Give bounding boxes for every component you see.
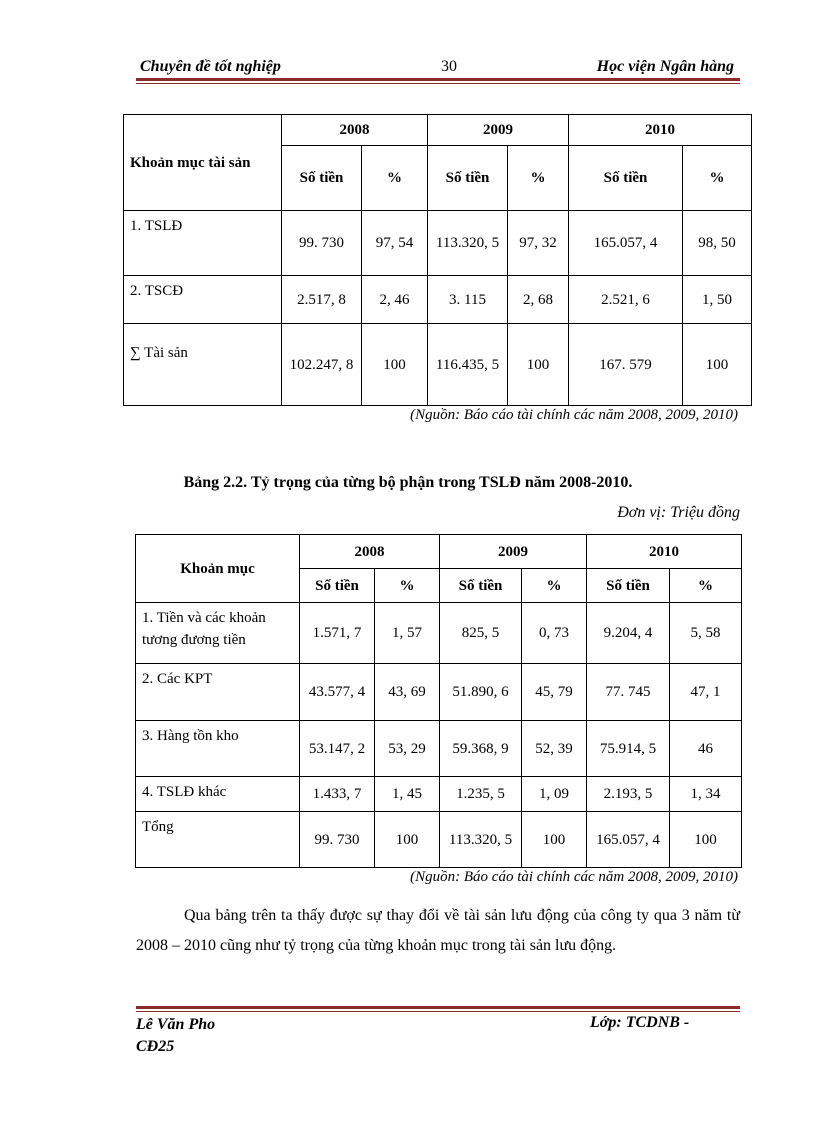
row-label: 2. Các KPT [136,664,300,721]
cell: 45, 79 [522,664,587,721]
cell: 116.435, 5 [428,324,508,406]
header-rule [136,78,740,84]
table-row [136,812,742,868]
cell: 98, 50 [683,211,752,276]
cell: 165.057, 4 [587,812,670,868]
year-header: 2008 [300,535,440,569]
row-label: 2. TSCĐ [124,276,282,324]
cell: 1, 57 [375,603,440,664]
footer-author [136,1014,215,1058]
sub-header-money: Số tiền [300,569,375,603]
footer-class: Lớp: TCDNB - [590,1014,690,1031]
row-label: Tổng [136,812,300,868]
year-header: 2010 [587,535,742,569]
table-row [136,603,742,664]
sub-header-money: Số tiền [282,146,362,211]
cell: 9.204, 4 [587,603,670,664]
sub-header-pct: % [375,569,440,603]
cell: 52, 39 [522,721,587,777]
table-row [124,211,752,276]
sub-header-money: Số tiền [440,569,522,603]
header-title: Chuyên đề tốt nghiệp [140,58,281,75]
cell: 43, 69 [375,664,440,721]
table2-source: (Nguồn: Báo cáo tài chính các năm 2008, 2009, 2010) [410,869,738,885]
cell: 113.320, 5 [428,211,508,276]
year-header: 2009 [428,115,569,146]
cell: 825, 5 [440,603,522,664]
author-name: Lê Văn Pho [136,1016,216,1033]
year-header: 2008 [282,115,428,146]
cell: 3. 115 [428,276,508,324]
cell: 100 [375,812,440,868]
cell: 1, 09 [522,777,587,812]
year-header: 2010 [569,115,752,146]
table-row [124,276,752,324]
cell: 1, 34 [670,777,742,812]
table1-source: (Nguồn: Báo cáo tài chính các năm 2008, 2009, 2010) [410,407,738,423]
sub-header-pct: % [522,569,587,603]
table-row [136,721,742,777]
header-institution: Học viện Ngân hàng [596,58,734,75]
cell: 53.147, 2 [300,721,375,777]
cell: 99. 730 [300,812,375,868]
table2-unit: Đơn vị: Triệu đồng [617,504,740,521]
cell: 1.433, 7 [300,777,375,812]
table2-caption: Bảng 2.2. Tỷ trọng của từng bộ phận trong TSLĐ năm 2008-2010. [183,474,633,491]
cell: 100 [362,324,428,406]
cell: 53, 29 [375,721,440,777]
cell: 165.057, 4 [569,211,683,276]
table-row [136,777,742,812]
cell: 2.193, 5 [587,777,670,812]
sub-header-money: Số tiền [587,569,670,603]
cell: 99. 730 [282,211,362,276]
cell: 1.235, 5 [440,777,522,812]
sub-header-money: Số tiền [428,146,508,211]
col-header-item: Khoản mục tài sản [124,115,282,211]
cell: 47, 1 [670,664,742,721]
cell: 77. 745 [587,664,670,721]
cell: 1, 45 [375,777,440,812]
sub-header-pct: % [362,146,428,211]
sub-header-money: Số tiền [569,146,683,211]
cell: 1.571, 7 [300,603,375,664]
cell: 5, 58 [670,603,742,664]
page-header [136,56,740,80]
page-number: 30 [441,58,457,75]
cell: 100 [670,812,742,868]
sub-header-pct: % [683,146,752,211]
cell: 2.521, 6 [569,276,683,324]
cell: 100 [508,324,569,406]
table-row [136,664,742,721]
cell: 100 [522,812,587,868]
current-assets-table [135,534,742,868]
row-label: 1. Tiền và các khoản tương đương tiền [136,603,300,664]
cell: 2, 46 [362,276,428,324]
cell: 1, 50 [683,276,752,324]
asset-structure-table [123,114,752,406]
cell: 97, 32 [508,211,569,276]
cell: 46 [670,721,742,777]
sub-header-pct: % [670,569,742,603]
cell: 59.368, 9 [440,721,522,777]
author-code: CĐ25 [136,1038,175,1055]
cell: 113.320, 5 [440,812,522,868]
cell: 51.890, 6 [440,664,522,721]
cell: 102.247, 8 [282,324,362,406]
cell: 100 [683,324,752,406]
year-header: 2009 [440,535,587,569]
table-row [124,324,752,406]
footer-rule [136,1006,740,1012]
row-label: 1. TSLĐ [124,211,282,276]
body-paragraph: Qua bảng trên ta thấy được sự thay đổi về tài sản lưu động của công ty qua 3 năm từ 2008 – 2010 cũng như tỷ trọng của từng khoản mục trong tài sản lưu động. [136,907,740,954]
cell: 167. 579 [569,324,683,406]
cell: 43.577, 4 [300,664,375,721]
col-header-item: Khoản mục [136,535,300,603]
row-label: 4. TSLĐ khác [136,777,300,812]
row-label: ∑ Tài sản [124,324,282,406]
cell: 2.517, 8 [282,276,362,324]
sub-header-pct: % [508,146,569,211]
cell: 2, 68 [508,276,569,324]
cell: 75.914, 5 [587,721,670,777]
cell: 0, 73 [522,603,587,664]
cell: 97, 54 [362,211,428,276]
row-label: 3. Hàng tồn kho [136,721,300,777]
